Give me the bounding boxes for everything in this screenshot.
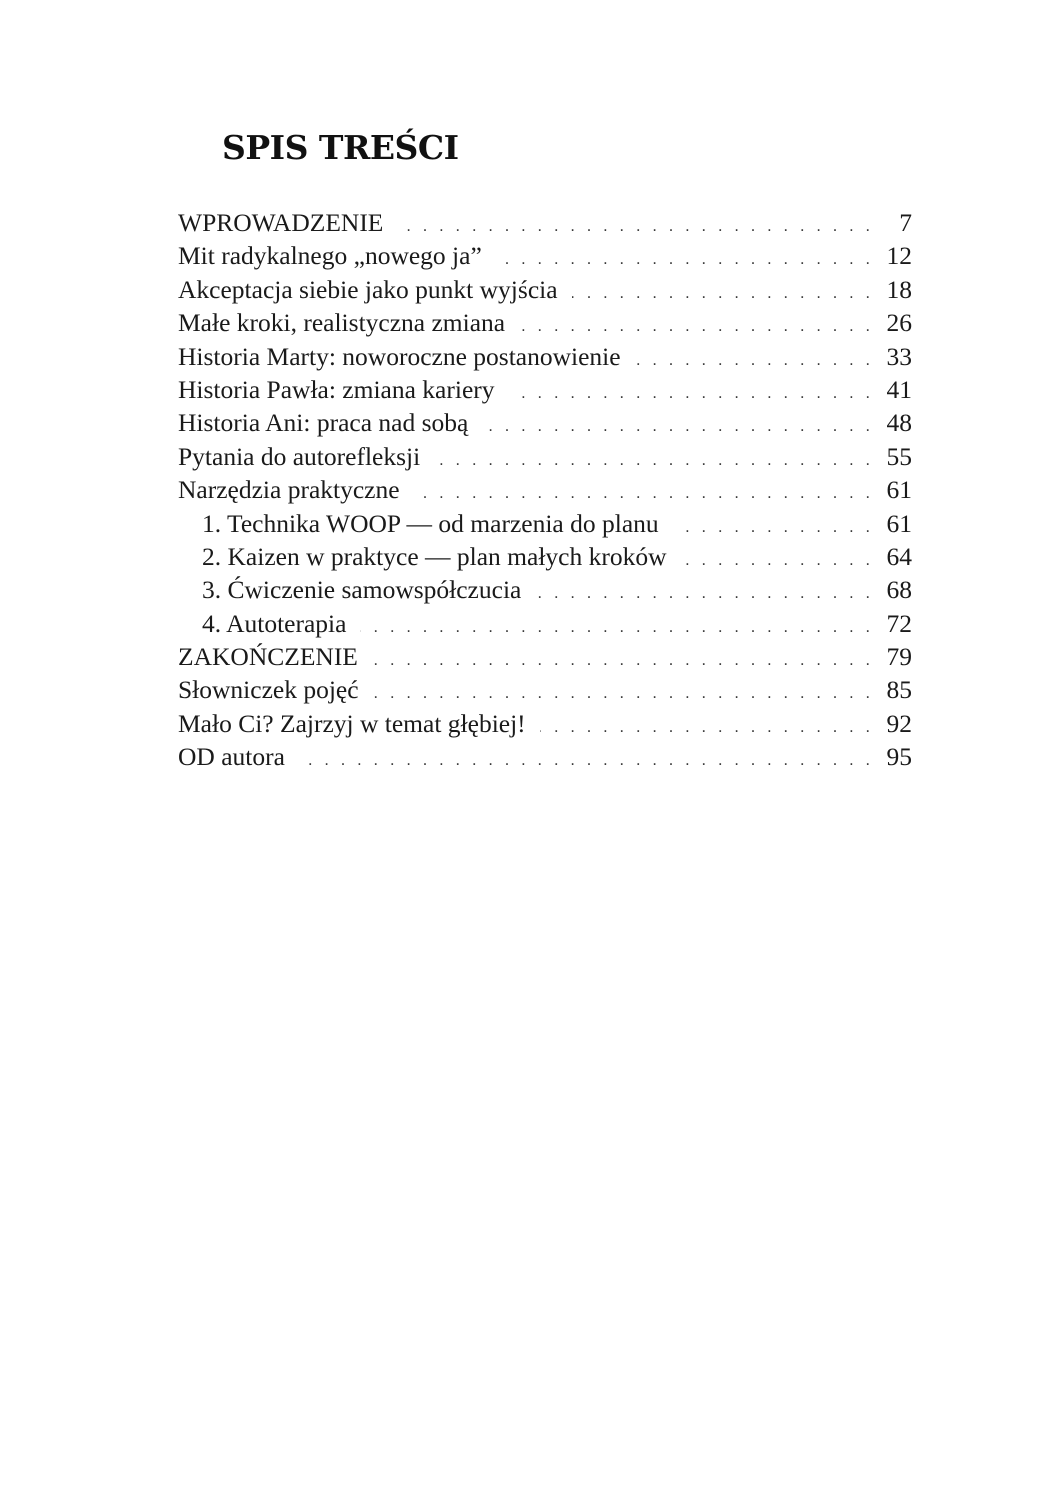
toc-page-number: 12 [886, 241, 912, 271]
toc-entry-label: Słowniczek pojęć [178, 675, 359, 705]
toc-page-number: 92 [886, 708, 912, 738]
toc-entry[interactable] [178, 406, 912, 439]
toc-entry-label: Mit radykalnego „nowego ja” [178, 241, 482, 271]
dot-leader [535, 577, 874, 610]
toc-entry[interactable] [178, 306, 912, 339]
dot-leader [519, 310, 874, 343]
toc-entry-label: Akceptacja siebie jako punkt wyjścia [178, 274, 558, 304]
toc-entry[interactable] [178, 206, 912, 239]
toc-subentry[interactable] [178, 507, 912, 540]
toc-entry-label: Historia Marty: noworoczne postanowienie [178, 341, 621, 371]
toc-entry-label: 1. Technika WOOP — od marzenia do planu [202, 508, 659, 538]
dot-leader [372, 644, 874, 677]
dot-leader [509, 377, 874, 410]
dot-leader [496, 243, 874, 276]
toc-page-number: 95 [886, 742, 912, 772]
dot-leader [482, 410, 874, 443]
page-title: SPIS TREŚCI [222, 128, 459, 167]
toc-entry-label: Mało Ci? Zajrzyj w temat głębiej! [178, 708, 526, 738]
toc-page-number: 7 [899, 208, 912, 237]
toc-entry[interactable] [178, 373, 912, 406]
dot-leader [299, 744, 874, 777]
toc-entry-label: Pytania do autorefleksji [178, 441, 421, 471]
toc-subentry[interactable] [178, 607, 912, 640]
toc-entry[interactable] [178, 239, 912, 272]
toc-page-number: 55 [886, 441, 912, 471]
toc-page-number: 68 [886, 575, 912, 605]
toc-entry-label: 3. Ćwiczenie samowspółczucia [202, 575, 522, 605]
toc-entry-label: WPROWADZENIE [178, 208, 384, 237]
toc-page-number: 72 [886, 608, 912, 638]
toc-page-number: 79 [886, 642, 912, 672]
dot-leader [360, 611, 874, 644]
toc-page-number: 85 [886, 675, 912, 705]
toc-entry-label: 2. Kaizen w praktyce — plan małych kroków [202, 541, 667, 571]
toc-page-number: 61 [886, 508, 912, 538]
dot-leader [414, 477, 874, 510]
toc-entry-label: Narzędzia praktyczne [178, 475, 400, 505]
toc-page-number: 64 [886, 541, 912, 571]
dot-leader [572, 277, 874, 310]
table-of-contents [178, 206, 912, 774]
toc-page-number: 26 [886, 308, 912, 338]
toc-entry[interactable] [178, 340, 912, 373]
toc-entry-label: ZAKOŃCZENIE [178, 642, 358, 672]
dot-leader [681, 544, 874, 577]
toc-page-number: 61 [886, 475, 912, 505]
toc-entry[interactable] [178, 707, 912, 740]
dot-leader [373, 677, 874, 710]
toc-subentry[interactable] [178, 540, 912, 573]
toc-entry-label: Małe kroki, realistyczna zmiana [178, 308, 506, 338]
toc-subentry[interactable] [178, 573, 912, 606]
toc-entry-label: OD autora [178, 742, 285, 772]
toc-page-number: 18 [886, 274, 912, 304]
dot-leader [635, 344, 874, 377]
dot-leader [540, 711, 874, 744]
toc-page-number: 33 [886, 341, 912, 371]
toc-entry-label: Historia Pawła: zmiana kariery [178, 374, 495, 404]
toc-entry-label: 4. Autoterapia [202, 608, 347, 638]
dot-leader [434, 444, 874, 477]
toc-entry[interactable] [178, 440, 912, 473]
toc-entry[interactable] [178, 740, 912, 773]
toc-entry[interactable] [178, 640, 912, 673]
dot-leader [397, 210, 874, 243]
toc-entry[interactable] [178, 473, 912, 506]
toc-entry[interactable] [178, 673, 912, 706]
toc-entry[interactable] [178, 273, 912, 306]
dot-leader [673, 511, 874, 544]
toc-page-number: 48 [886, 408, 912, 438]
toc-page-number: 41 [886, 374, 912, 404]
toc-entry-label: Historia Ani: praca nad sobą [178, 408, 469, 438]
